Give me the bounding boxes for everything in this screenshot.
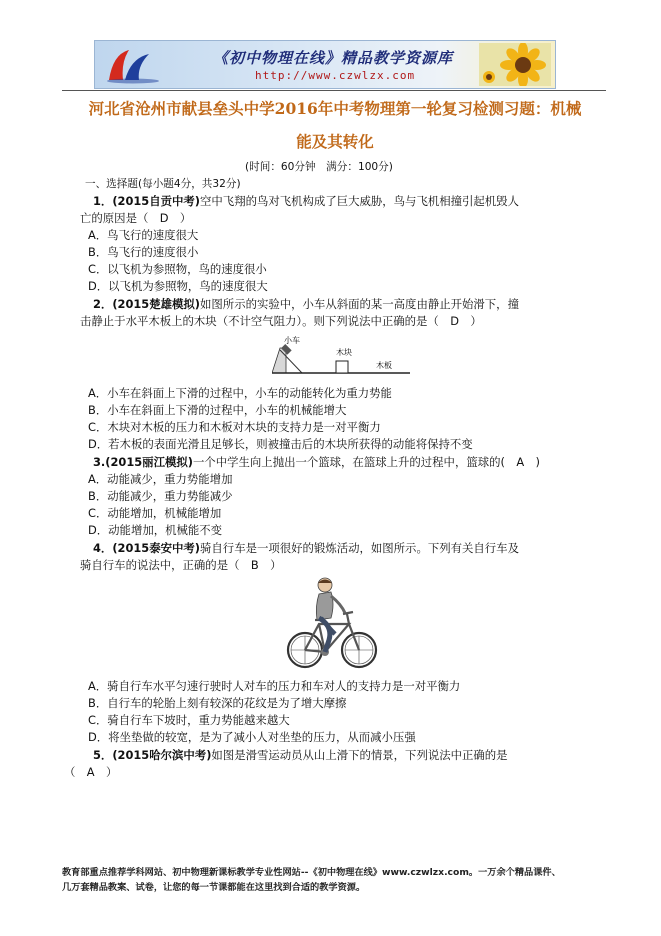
wood-block	[336, 361, 348, 373]
site-logo-icon	[103, 44, 159, 84]
question-1-option-c: C．以飞机为参照物，鸟的速度很小	[88, 262, 267, 276]
question-2-stem-cont: 击静止于水平木板上的木块（不计空气阻力）。则下列说法中正确的是（ D ）	[80, 314, 482, 328]
question-3-option-a: A．动能减少，重力势能增加	[88, 472, 233, 486]
document-title-line-1: 河北省沧州市献县垒头中学2016年中考物理第一轮复习检测习题：机械	[88, 99, 582, 118]
section-heading: 一、选择题(每小题4分，共32分)	[85, 178, 241, 190]
sunflower-icon	[479, 43, 551, 86]
question-5-stem-cont: （ A ）	[64, 765, 118, 779]
question-3-option-b: B．动能减少，重力势能减少	[88, 489, 233, 503]
banner-title: 《初中物理在线》精品教学资源库	[213, 49, 454, 67]
question-2-option-b: B．小车在斜面上下滑的过程中，小车的机械能增大	[88, 403, 347, 417]
question-3-option-c: C．动能增加，机械能增加	[88, 506, 222, 520]
cyclist-figure	[285, 576, 379, 674]
header-divider	[62, 90, 606, 91]
question-4-option-a: A．骑自行车水平匀速行驶时人对车的压力和车对人的支持力是一对平衡力	[88, 679, 461, 693]
footer-line-1: 教育部重点推荐学科网站、初中物理新课标教学专业性网站--《初中物理在线》www.czwlzx.com。一万余个精品课件、	[62, 867, 561, 878]
site-banner	[94, 40, 556, 89]
question-4-option-d: D．将坐垫做的较宽，是为了减小人对坐垫的压力，从而减小压强	[88, 730, 416, 744]
document-title-line-2: 能及其转化	[296, 132, 374, 151]
footer-line-2: 几万套精品教案、试卷，让您的每一节课都能在这里找到合适的教学资源。	[62, 882, 366, 893]
question-3-option-d: D．动能增加，机械能不变	[88, 523, 223, 537]
question-2-option-c: C．木块对木板的压力和木板对木块的支持力是一对平衡力	[88, 420, 381, 434]
incline-ramp	[272, 348, 286, 373]
question-4-stem-cont: 骑自行车的说法中，正确的是（ B ）	[80, 558, 282, 572]
question-4-stem: 4．(2015泰安中考)骑自行车是一项很好的锻炼活动，如图所示。下列有关自行车及	[93, 541, 519, 555]
figure-label-car: 小车	[284, 336, 300, 345]
figure-label-board: 木板	[376, 361, 392, 370]
banner-url: http://www.czwlzx.com	[255, 69, 416, 82]
question-4-option-c: C．骑自行车下坡时，重力势能越来越大	[88, 713, 290, 727]
question-1-option-d: D．以飞机为参照物，鸟的速度很大	[88, 279, 268, 293]
question-1-stem-cont: 亡的原因是（ D ）	[80, 211, 192, 225]
exam-time-info: (时间：60分钟 满分：100分)	[245, 161, 393, 173]
figure-label-block: 木块	[336, 348, 352, 357]
incline-experiment-figure	[272, 332, 412, 382]
question-1-option-a: A．鸟飞行的速度很大	[88, 228, 199, 242]
question-1-stem: 1．(2015自贡中考)空中飞翔的鸟对飞机构成了巨大威胁，鸟与飞机相撞引起机毁人	[93, 194, 519, 208]
question-2-option-d: D．若木板的表面光滑且足够长，则被撞击后的木块所获得的动能将保持不变	[88, 437, 473, 451]
question-1-option-b: B．鸟飞行的速度很小	[88, 245, 199, 259]
question-3-stem: 3.(2015丽江模拟)一个中学生向上抛出一个篮球，在篮球上升的过程中，篮球的( A )	[93, 455, 540, 469]
question-4-option-b: B．自行车的轮胎上刻有较深的花纹是为了增大摩擦	[88, 696, 347, 710]
question-2-stem: 2．(2015楚雄模拟)如图所示的实验中，小车从斜面的某一高度由静止开始滑下，撞	[93, 297, 519, 311]
question-2-option-a: A．小车在斜面上下滑的过程中，小车的动能转化为重力势能	[88, 386, 392, 400]
question-5-stem: 5．(2015哈尔滨中考)如图是滑雪运动员从山上滑下的情景，下列说法中正确的是	[93, 748, 508, 762]
